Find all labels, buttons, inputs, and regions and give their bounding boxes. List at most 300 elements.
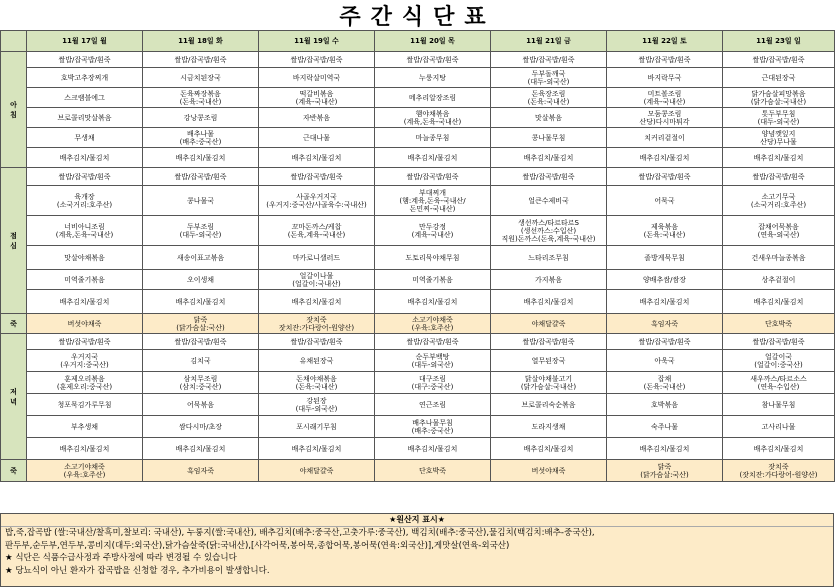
menu-item-text: 메추리알장조림 [408,93,457,102]
menu-item-text: 고사리나물 [761,422,796,431]
menu-item-text: 마카로니샐러드 [292,253,341,262]
menu-row [1,148,835,168]
menu-item-text: 김치국 [190,356,211,365]
page-title: 주간식단표 [339,4,496,30]
menu-cell [723,290,835,314]
menu-cell [607,314,723,334]
menu-item-text: 쌀밥/잡곡밥/흰죽 [752,172,805,181]
menu-cell [143,416,259,438]
menu-item-text: 쌀밥/잡곡밥/흰죽 [406,337,459,346]
menu-item-text: 소고기야채죽 (우육:호주산) [411,315,454,332]
menu-item-text: 맛살야채볶음 [64,253,105,262]
menu-item-text: 졸방게묵무침 [644,253,685,262]
menu-item-text: 버섯야채죽 [67,319,102,328]
menu-cell [27,350,143,372]
menu-item-text: 새우까스/타르소스 (연육-수입산) [750,374,807,391]
menu-item-text: 콩나물국 [186,196,215,205]
menu-cell [491,88,607,108]
menu-item-text: 치커리겉절이 [644,133,685,142]
menu-cell [259,108,375,128]
menu-item-text: 만두강정 (계육-국내산) [411,222,454,239]
menu-item-text: 배추김치/물김치 [523,153,574,162]
menu-item-text: 소고기야채죽 (우육:호주산) [63,462,106,479]
menu-cell [723,394,835,416]
menu-cell [375,216,491,246]
menu-item-text: 어묵볶음 [186,400,215,409]
menu-cell [27,186,143,216]
menu-item-text: 미역줄기볶음 [412,275,453,284]
menu-cell [723,246,835,270]
menu-item-text: 쌀밥/잡곡밥/흰죽 [406,55,459,64]
menu-item-text: 쌀밥/잡곡밥/흰죽 [58,337,111,346]
menu-item-text: 도라지생채 [531,422,566,431]
meal-label [1,52,27,168]
menu-row [1,394,835,416]
menu-item-text: 근대된장국 [761,73,796,82]
menu-item-text: 참나물무침 [761,400,796,409]
menu-item-text: 부추생채 [70,422,99,431]
menu-cell [259,216,375,246]
menu-cell [259,438,375,460]
menu-cell [491,416,607,438]
menu-item-text: 배추김치/물김치 [291,444,342,453]
menu-cell [27,216,143,246]
menu-cell [27,168,143,186]
menu-item-text: 사골우거지국 (우거지:중국산/사골육수:국내산) [266,192,367,209]
menu-cell [491,334,607,350]
menu-cell [375,108,491,128]
menu-cell [607,186,723,216]
menu-item-text: 배추김치/물김치 [175,153,226,162]
menu-cell [607,108,723,128]
menu-cell [607,68,723,88]
menu-item-text: 꼬마돈까스/케찹 (돈육,계육-국내산) [287,222,346,239]
menu-item-text: 배추김치/물김치 [639,444,690,453]
menu-cell [491,246,607,270]
menu-cell [143,68,259,88]
menu-row [1,88,835,108]
menu-cell [259,394,375,416]
menu-item-text: 배추김치/물김치 [523,444,574,453]
menu-item-text: 얼큰수제비국 [528,196,569,205]
menu-item-text: 삼치무조림 (삼치:중국산) [179,374,222,391]
day-header: 11월 17일 월 [27,31,143,52]
menu-item-text: 배추김치/물김치 [523,297,574,306]
menu-cell [491,314,607,334]
menu-cell [259,350,375,372]
menu-cell [27,334,143,350]
menu-cell [723,270,835,290]
menu-item-text: 미트볼조림 (계육-국내산) [643,89,686,106]
menu-cell [723,108,835,128]
menu-item-text: 호박볶음 [650,400,679,409]
menu-row [1,438,835,460]
menu-cell [143,108,259,128]
menu-cell [143,168,259,186]
menu-cell [259,88,375,108]
notice-line: ★ 당뇨식이 아닌 환자가 잡곡밥을 신청할 경우, 추가비용이 발생합니다. [5,565,270,576]
menu-row [1,416,835,438]
menu-item-text: 양배추쌈/쌈장 [643,275,686,284]
menu-item-text: 닭죽 (닭가슴살:국산) [176,315,225,332]
menu-row [1,52,835,68]
menu-cell [143,186,259,216]
day-header: 11월 19일 수 [259,31,375,52]
menu-item-text: 시금치된장국 [180,73,221,82]
menu-cell [723,68,835,88]
menu-cell [143,270,259,290]
menu-item-text: 순두부백탕 (대두-외국산) [411,352,454,369]
menu-item-text: 호박고추장찌개 [60,73,109,82]
menu-item-text: 배추김치/물김치 [175,444,226,453]
menu-cell [375,128,491,148]
menu-cell [491,460,607,482]
porridge-row [1,460,835,482]
meal-label-text: 점심 [10,231,17,250]
menu-item-text: 야채달걀죽 [299,466,334,475]
day-header: 11월 22일 토 [607,31,723,52]
menu-item-text: 닭죽 (닭가슴살:국산) [640,462,689,479]
menu-cell [143,52,259,68]
menu-item-text: 우거지국 (우거지:중국산) [60,352,109,369]
menu-cell [607,128,723,148]
menu-item-text: 배추김치/물김치 [59,153,110,162]
menu-item-text: 강낭콩조림 [183,113,218,122]
menu-cell [27,438,143,460]
menu-cell [607,270,723,290]
menu-item-text: 배추나물 (배추:중국산) [179,129,222,146]
menu-item-text: 단호박죽 [418,466,447,475]
menu-row [1,68,835,88]
menu-cell [375,186,491,216]
menu-cell [607,148,723,168]
menu-cell [375,372,491,394]
menu-row [1,290,835,314]
menu-item-text: 생선까스/타르타르S (생선까스:수입산) 직원)돈까스(돈육,계육-국내산) [501,218,596,243]
menu-cell [27,128,143,148]
menu-item-text: 강된장 (대두-외국산) [295,396,338,413]
meal-label [1,314,27,334]
menu-cell [27,68,143,88]
menu-cell [491,148,607,168]
menu-cell [491,290,607,314]
menu-row [1,270,835,290]
menu-cell [723,460,835,482]
origin-footer [0,513,834,587]
menu-cell [259,128,375,148]
menu-cell [259,52,375,68]
menu-cell [491,394,607,416]
menu-item-text: 제육볶음 (돈육:국내산) [643,222,686,239]
menu-cell [143,88,259,108]
menu-item-text: 오이생채 [186,275,215,284]
menu-cell [27,372,143,394]
menu-cell [723,334,835,350]
menu-cell [723,372,835,394]
menu-cell [143,334,259,350]
menu-item-text: 부대찌개 (햄:계육,돈육-국내산/ 돈민찌-국내산) [399,188,466,213]
menu-item-text: 배추김치/물김치 [59,297,110,306]
menu-item-text: 새송이표고볶음 [176,253,225,262]
meal-label-text: 죽 [10,466,17,475]
menu-row [1,186,835,216]
menu-item-text: 브로콜리숙순볶음 [521,400,576,409]
menu-item-text: 배추김치/물김치 [175,297,226,306]
origin-header: ★원산지 표시★ [1,514,833,527]
menu-item-text: 바지락살미역국 [292,73,341,82]
menu-cell [723,350,835,372]
menu-cell [375,88,491,108]
menu-cell [607,416,723,438]
menu-cell [723,438,835,460]
menu-item-text: 단호박죽 [764,319,793,328]
menu-item-text: 쌀밥/잡곡밥/흰죽 [752,55,805,64]
menu-item-text: 무생채 [74,133,95,142]
meal-label-text: 저녁 [10,387,17,406]
menu-cell [259,246,375,270]
menu-cell [491,350,607,372]
menu-item-text: 잡채어묵볶음 (연육-외국산) [757,222,800,239]
menu-cell [607,438,723,460]
menu-item-text: 아욱국 [654,356,675,365]
menu-cell [27,148,143,168]
menu-cell [375,68,491,88]
menu-cell [375,168,491,186]
menu-item-text: 모둠콩조림 산당)다시마튀각 [639,109,690,126]
menu-row [1,246,835,270]
menu-cell [27,314,143,334]
menu-cell [259,68,375,88]
menu-cell [491,168,607,186]
menu-row [1,350,835,372]
menu-cell [375,334,491,350]
menu-item-text: 느타리조무침 [528,253,569,262]
menu-item-text: 배추나물무침 (배추:중국산) [411,418,454,435]
menu-item-text: 쌀밥/잡곡밥/흰죽 [174,337,227,346]
menu-cell [607,52,723,68]
menu-item-text: 가지볶음 [534,275,563,284]
menu-cell [375,416,491,438]
menu-item-text: 브로콜리맛살볶음 [57,113,112,122]
menu-cell [375,438,491,460]
menu-cell [491,438,607,460]
menu-item-text: 돈육짜장볶음 (돈육:국내산) [179,89,222,106]
menu-row [1,168,835,186]
menu-item-text: 누룽지탕 [418,73,447,82]
menu-cell [607,290,723,314]
menu-cell [259,314,375,334]
menu-cell [143,246,259,270]
menu-item-text: 흑임자죽 [186,466,215,475]
menu-cell [259,334,375,350]
menu-cell [27,52,143,68]
menu-item-text: 쌀밥/잡곡밥/흰죽 [174,172,227,181]
menu-cell [27,270,143,290]
menu-cell [491,128,607,148]
menu-item-text: 햄야채볶음 (계육,돈육-국내산) [403,109,462,126]
menu-item-text: 배추김치/물김치 [753,153,804,162]
menu-item-text: 쌀밥/잡곡밥/흰죽 [290,55,343,64]
menu-cell [491,68,607,88]
menu-item-text: 근대나물 [302,133,331,142]
menu-cell [143,394,259,416]
menu-item-text: 쌀밥/잡곡밥/흰죽 [174,55,227,64]
meal-label [1,168,27,314]
menu-cell [607,334,723,350]
menu-item-text: 상추겉절이 [761,275,796,284]
menu-cell [723,148,835,168]
menu-item-text: 건새우마늘종볶음 [751,253,806,262]
day-header: 11월 21일 금 [491,31,607,52]
menu-item-text: 쌀밥/잡곡밥/흰죽 [522,55,575,64]
menu-item-text: 쌀밥/잡곡밥/흰죽 [406,172,459,181]
menu-cell [375,148,491,168]
menu-cell [607,168,723,186]
menu-cell [723,216,835,246]
menu-cell [607,350,723,372]
menu-item-text: 얼갈이국 (얼갈이:중국산) [754,352,803,369]
menu-cell [143,290,259,314]
menu-cell [607,88,723,108]
menu-item-text: 배추김치/물김치 [291,153,342,162]
meal-label [1,460,27,482]
header-corner [1,31,27,52]
menu-cell [375,52,491,68]
menu-item-text: 쌀밥/잡곡밥/흰죽 [58,172,111,181]
menu-item-text: 배추김치/물김치 [59,444,110,453]
menu-item-text: 마늘종무침 [415,133,450,142]
menu-cell [143,350,259,372]
menu-item-text: 배추김치/물김치 [407,444,458,453]
menu-cell [607,460,723,482]
menu-cell [491,270,607,290]
menu-item-text: 톳두부무침 (대두-외국산) [757,109,800,126]
menu-item-text: 숙주나물 [650,422,679,431]
menu-item-text: 배추김치/물김치 [753,444,804,453]
menu-cell [723,168,835,186]
menu-item-text: 유채된장국 [299,356,334,365]
menu-cell [259,290,375,314]
porridge-row [1,314,835,334]
menu-item-text: 야채달걀죽 [531,319,566,328]
menu-item-text: 도토리묵야채무침 [405,253,460,262]
menu-cell [259,372,375,394]
menu-item-text: 쌈다시마/초장 [179,422,222,431]
menu-cell [27,246,143,270]
menu-item-text: 쌀밥/잡곡밥/흰죽 [290,172,343,181]
menu-cell [27,108,143,128]
menu-cell [27,290,143,314]
day-header: 11월 23일 일 [723,31,835,52]
menu-item-text: 쌀밥/잡곡밥/흰죽 [522,337,575,346]
menu-item-text: 닭가슴살피망볶음 (닭가슴살:국내산) [750,89,807,106]
menu-cell [723,52,835,68]
menu-item-text: 훈제오리볶음 (훈제오리:중국산) [56,374,113,391]
menu-cell [375,394,491,416]
menu-cell [143,372,259,394]
menu-item-text: 쌀밥/잡곡밥/흰죽 [638,172,691,181]
menu-cell [723,128,835,148]
menu-item-text: 흑임자죽 [650,319,679,328]
menu-item-text: 소고기무국 (소국거리:호주산) [750,192,807,209]
menu-cell [491,186,607,216]
menu-cell [143,128,259,148]
menu-cell [375,246,491,270]
menu-cell [723,88,835,108]
menu-cell [607,246,723,270]
menu-item-text: 쌀밥/잡곡밥/흰죽 [58,55,111,64]
menu-item-text: 열무된장국 [531,356,566,365]
menu-item-text: 자반볶음 [302,113,331,122]
menu-item-text: 바지락무국 [647,73,682,82]
menu-row [1,334,835,350]
menu-cell [375,270,491,290]
menu-cell [27,394,143,416]
menu-item-text: 연근조림 [418,400,447,409]
menu-cell [143,216,259,246]
menu-cell [143,314,259,334]
menu-row [1,128,835,148]
menu-cell [143,438,259,460]
menu-item-text: 버섯야채죽 [531,466,566,475]
menu-item-text: 배추김치/물김치 [407,297,458,306]
meal-label-text: 죽 [10,319,17,328]
menu-item-text: 배추김치/물김치 [291,297,342,306]
menu-item-text: 잣치죽 (잣치잔:가다랑어-원양산) [739,462,818,479]
menu-cell [259,168,375,186]
menu-cell [375,290,491,314]
menu-row [1,108,835,128]
notice-line: ★ 식단은 식품수급사정과 주방사정에 따라 변경될 수 있습니다 [5,553,237,563]
menu-item-text: 배추김치/물김치 [753,297,804,306]
menu-item-text: 너비아니조림 (계육,돈육-국내산) [55,222,114,239]
menu-cell [491,108,607,128]
menu-row [1,372,835,394]
menu-cell [143,460,259,482]
menu-item-text: 잣치죽 잣치잔:가다랑어-원양산) [278,315,355,332]
menu-item-text: 양념깻잎지 산당)무나물 [760,129,797,146]
menu-item-text: 맛살볶음 [534,113,563,122]
menu-item-text: 배추김치/물김치 [639,297,690,306]
meal-label-text: 아침 [10,100,17,119]
menu-cell [259,270,375,290]
menu-item-text: 어묵국 [654,196,675,205]
menu-cell [723,314,835,334]
menu-item-text: 쌀밥/잡곡밥/흰죽 [522,172,575,181]
menu-item-text: 쌀밥/잡곡밥/흰죽 [290,337,343,346]
menu-item-text: 육개장 (소국거리:호주산) [56,192,113,209]
menu-cell [723,416,835,438]
menu-item-text: 스크램블에그 [64,93,105,102]
menu-item-text: 미역줄기볶음 [64,275,105,284]
menu-item-text: 쌀밥/잡곡밥/흰죽 [638,337,691,346]
menu-cell [375,314,491,334]
menu-cell [607,372,723,394]
menu-item-text: 배추김치/물김치 [407,153,458,162]
menu-cell [607,216,723,246]
origin-line: 밥,죽,잡곡밥 (쌀:국내산/찰흑미,찰보리: 국내산), 누룽지(쌀:국내산), 배추김치(배추:중국산,고춧가루:중국산), 백김치(배추:중국산),물김치(백김치:배추-중국산), [5,528,595,538]
menu-item-text: 쌀밥/잡곡밥/흰죽 [638,55,691,64]
menu-item-text: 포시래기무침 [296,422,337,431]
menu-row [1,216,835,246]
menu-cell [607,394,723,416]
menu-cell [491,216,607,246]
origin-line: 판두부,순두부,연두부,콩비지(대두:외국산),닭가슴살죽(닭:국내산),[사각어묵,봉어묵,종합어묵,봉어묵(연육:외국산)],게맛살(연육-외국산) [5,540,510,551]
menu-item-text: 떡갈비볶음 (계육-국내산) [295,89,338,106]
menu-cell [259,460,375,482]
menu-item-text: 쌀밥/잡곡밥/흰죽 [752,337,805,346]
menu-item-text: 돈육장조림 (돈육:국내산) [527,89,570,106]
